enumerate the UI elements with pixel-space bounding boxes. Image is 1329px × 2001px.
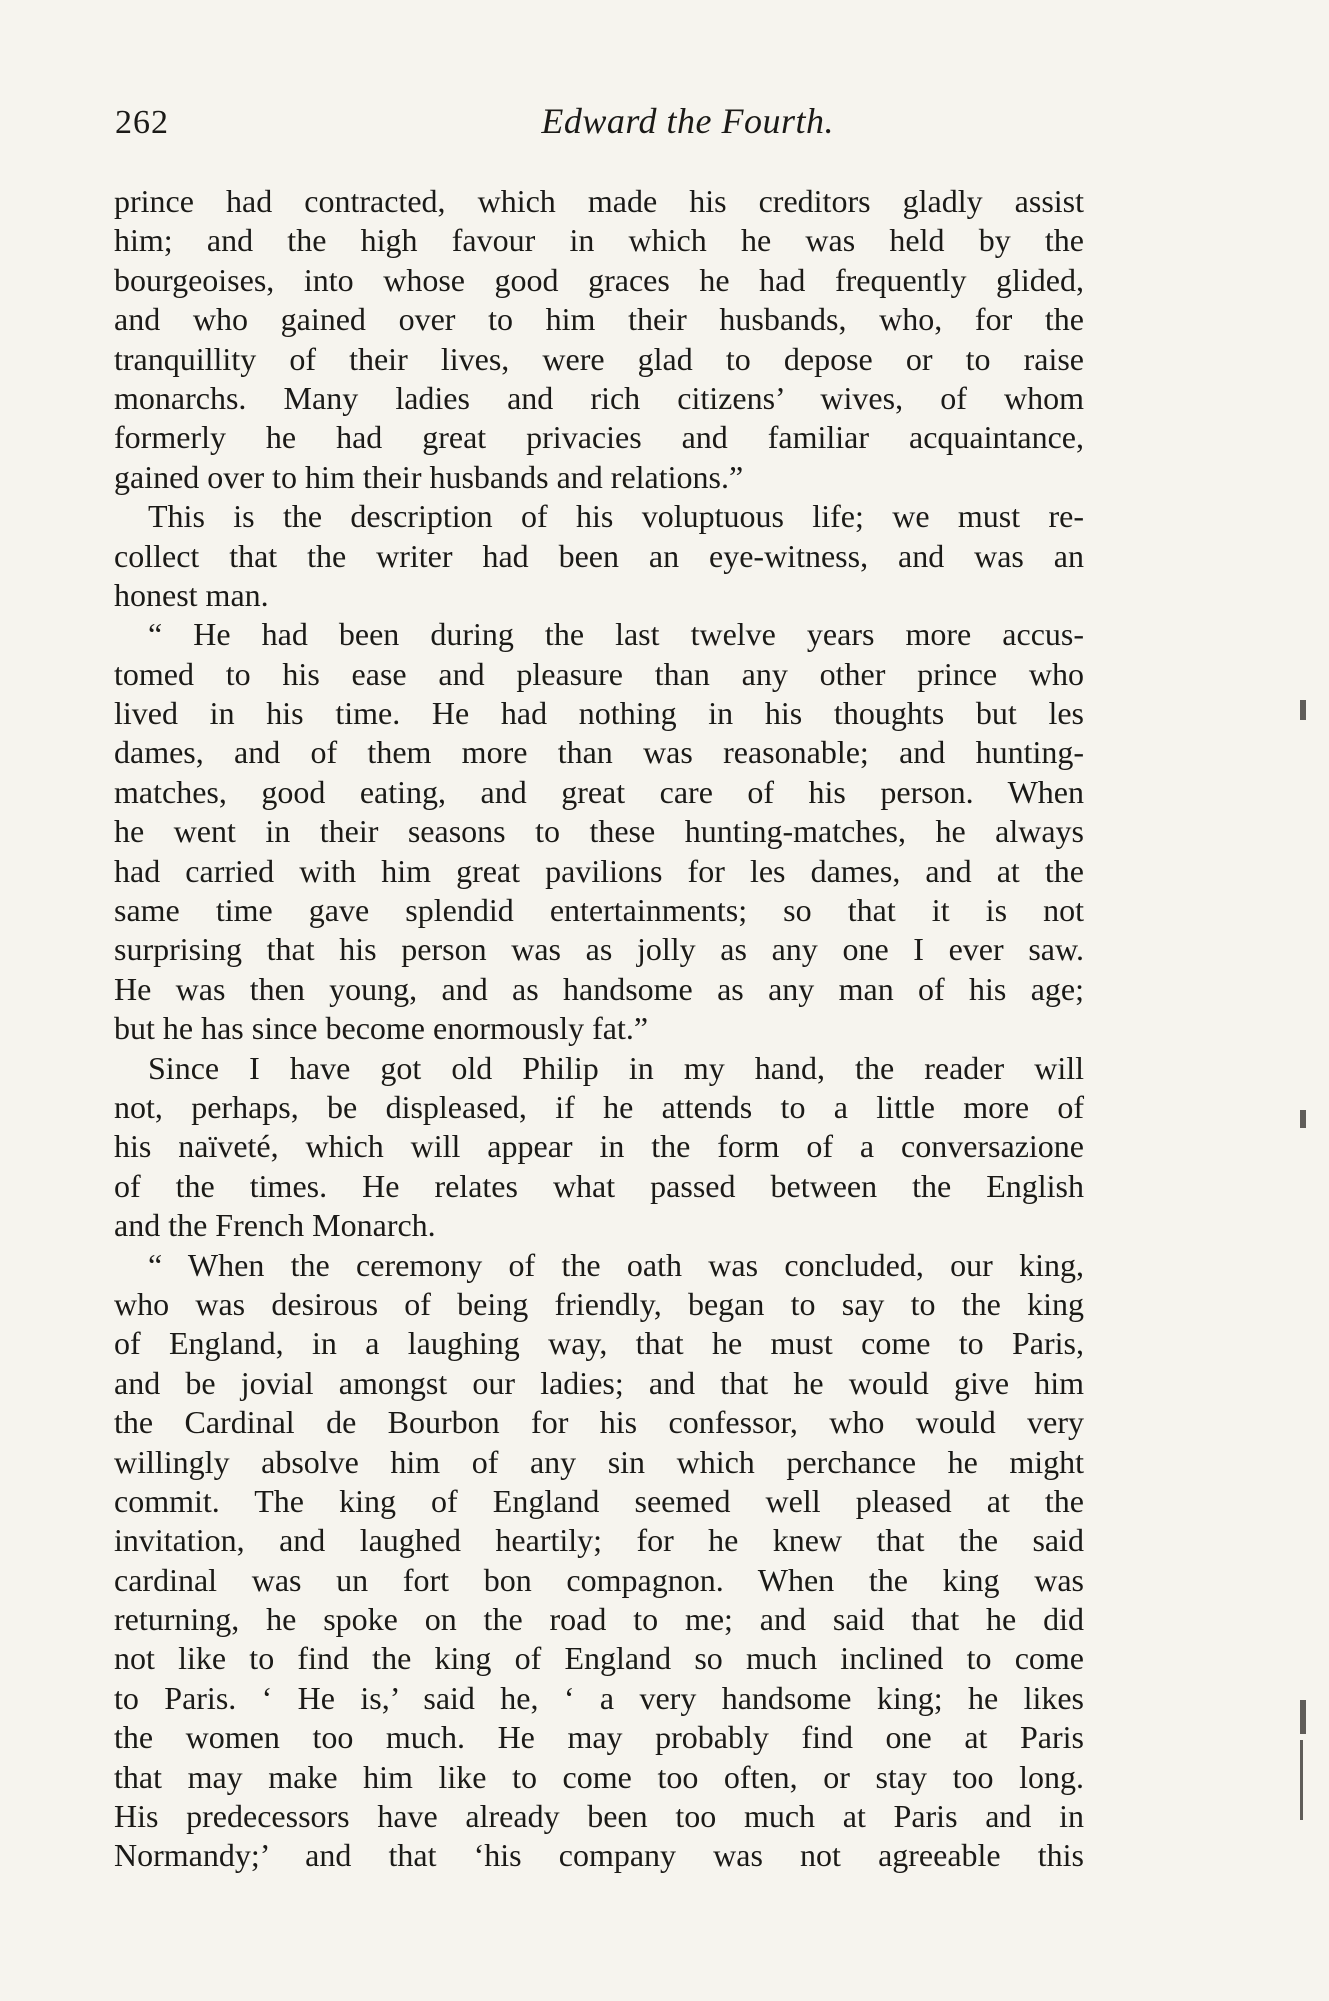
body-text bbox=[114, 182, 1084, 1876]
text-line: of the times. He relates what passed between the English bbox=[114, 1167, 1084, 1204]
text-line: This is the description of his voluptuous life; we must re- bbox=[148, 498, 1084, 535]
text-line: willingly absolve him of any sin which perchance he might bbox=[114, 1443, 1084, 1480]
running-title: Edward the Fourth. bbox=[541, 101, 834, 141]
margin-mark bbox=[1300, 1110, 1306, 1128]
text-line: “ When the ceremony of the oath was concluded, our king, bbox=[148, 1246, 1084, 1283]
margin-mark bbox=[1300, 700, 1306, 720]
text-line: bourgeoises, into whose good graces he had frequently glided, bbox=[114, 261, 1084, 298]
page-header bbox=[115, 100, 1084, 150]
text-line: that may make him like to come too often, or stay too long. bbox=[114, 1758, 1084, 1795]
text-line: He was then young, and as handsome as any man of his age; bbox=[114, 970, 1084, 1007]
text-line: he went in their seasons to these hunting-matches, he always bbox=[114, 813, 1084, 850]
text-line: same time gave splendid entertainments; so that it is not bbox=[114, 892, 1084, 929]
text-line: invitation, and laughed heartily; for he knew that the said bbox=[114, 1522, 1084, 1559]
text-line: formerly he had great privacies and familiar acquaintance, bbox=[114, 419, 1084, 456]
text-line: matches, good eating, and great care of his person. When bbox=[114, 773, 1084, 810]
text-line: lived in his time. He had nothing in his thoughts but les bbox=[114, 695, 1084, 732]
text-line: surprising that his person was as jolly as any one I ever saw. bbox=[114, 931, 1084, 968]
text-line: had carried with him great pavilions for les dames, and at the bbox=[114, 852, 1084, 889]
text-line: commit. The king of England seemed well pleased at the bbox=[114, 1482, 1084, 1519]
text-line: and the French Monarch. bbox=[114, 1207, 436, 1244]
text-line: prince had contracted, which made his creditors gladly assist bbox=[114, 183, 1084, 219]
text-line: tranquillity of their lives, were glad to depose or to raise bbox=[114, 340, 1084, 377]
margin-scan-marks bbox=[1300, 700, 1320, 2000]
margin-mark bbox=[1300, 1740, 1303, 1820]
text-line: him; and the high favour in which he was held by the bbox=[114, 222, 1084, 259]
text-line: cardinal was un fort bon compagnon. When the king was bbox=[114, 1561, 1084, 1598]
text-line: gained over to him their husbands and relations.” bbox=[114, 458, 744, 495]
text-line: and be jovial amongst our ladies; and that he would give him bbox=[114, 1364, 1084, 1401]
text-line: returning, he spoke on the road to me; and said that he did bbox=[114, 1601, 1084, 1638]
text-line: “ He had been during the last twelve years more accus- bbox=[148, 616, 1084, 653]
text-line: and who gained over to him their husbands, who, for the bbox=[114, 301, 1084, 338]
text-line: but he has since become enormously fat.” bbox=[114, 1010, 649, 1047]
text-line: His predecessors have already been too much at Paris and in bbox=[114, 1798, 1084, 1835]
text-line: monarchs. Many ladies and rich citizens’ wives, of whom bbox=[114, 379, 1084, 416]
text-line: Since I have got old Philip in my hand, the reader will bbox=[148, 1049, 1084, 1086]
text-line: collect that the writer had been an eye-witness, and was an bbox=[114, 537, 1084, 574]
margin-mark bbox=[1300, 1700, 1306, 1734]
text-line: to Paris. ‘ He is,’ said he, ‘ a very handsome king; he likes bbox=[114, 1679, 1084, 1716]
text-line: who was desirous of being friendly, began to say to the king bbox=[114, 1285, 1084, 1322]
text-line: not, perhaps, be displeased, if he attends to a little more of bbox=[114, 1088, 1084, 1125]
text-line: his naïveté, which will appear in the form of a conversazione bbox=[114, 1128, 1084, 1165]
text-line: the women too much. He may probably find one at Paris bbox=[114, 1719, 1084, 1756]
text-line: tomed to his ease and pleasure than any other prince who bbox=[114, 655, 1084, 692]
page-number: 262 bbox=[115, 104, 169, 141]
text-line: not like to find the king of England so much inclined to come bbox=[114, 1640, 1084, 1677]
text-line: of England, in a laughing way, that he must come to Paris, bbox=[114, 1325, 1084, 1362]
text-line: Normandy;’ and that ‘his company was not agreeable this bbox=[114, 1837, 1084, 1874]
text-line: honest man. bbox=[114, 576, 269, 613]
text-line: dames, and of them more than was reasonable; and hunting- bbox=[114, 734, 1084, 771]
text-line: the Cardinal de Bourbon for his confessor, who would very bbox=[114, 1404, 1084, 1441]
